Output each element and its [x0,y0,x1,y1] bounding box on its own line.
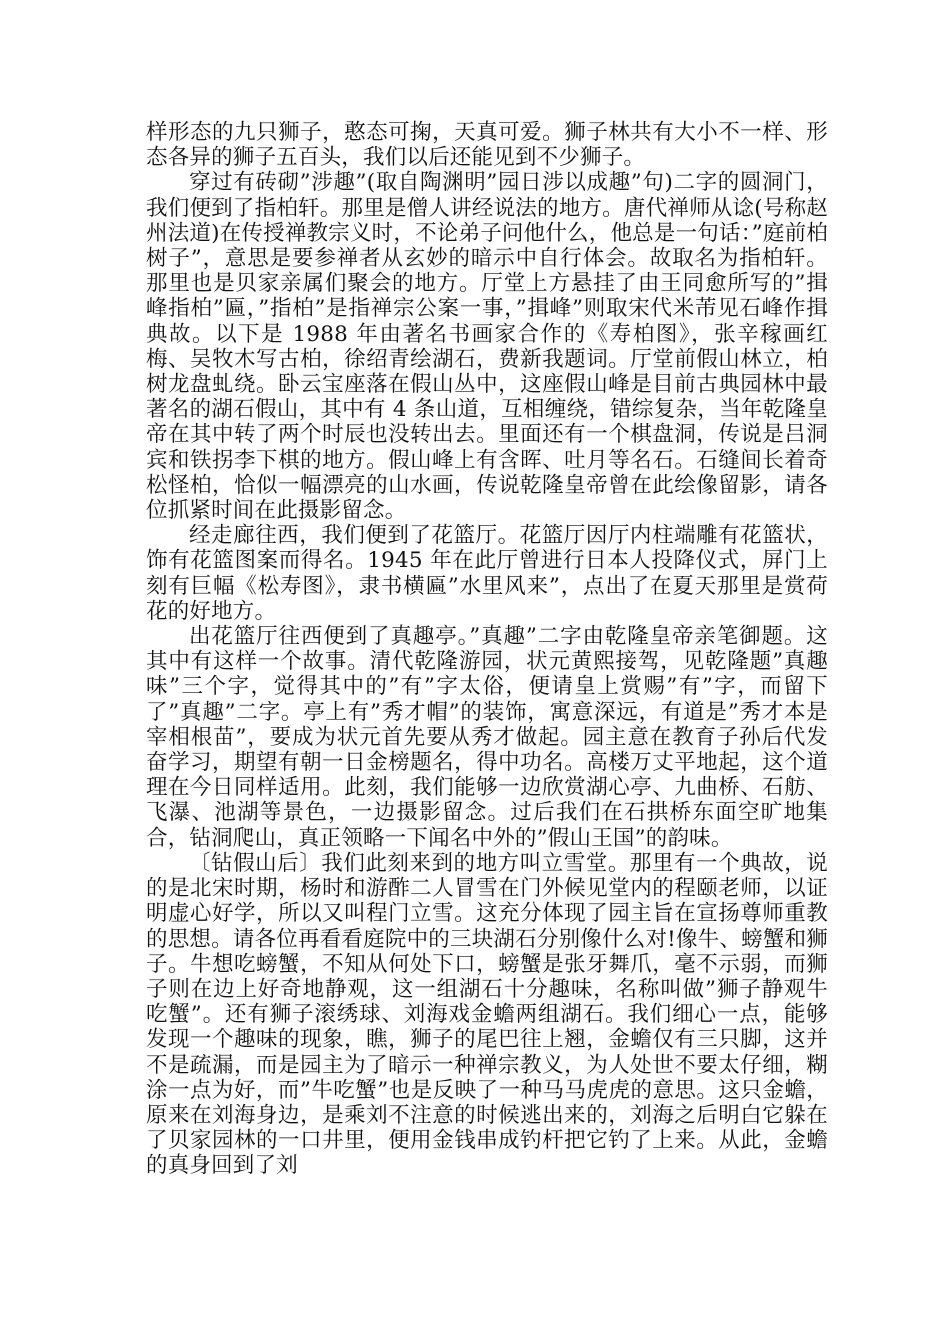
paragraph-zhenqu-pavilion: 出花篮厅往西便到了真趣亭。”真趣”二字由乾隆皇帝亲笔御题。这其中有这样一个故事。清代乾隆游园，状元黄熙接驾，见乾隆题”真趣味”三个字，觉得其中的”有”字太俗，便请皇上赏赐”有”字，而留下了”真趣”二字。亭上有”秀才帽”的装饰，寓意深远，有道是”秀才本是宰相根苗”，要成为状元首先要从秀才做起。园主意在教育子孙后代发奋学习，期望有朝一日金榜题名，得中功名。高楼万丈平地起，这个道理在今日同样适用。此刻，我们能够一边欣赏湖心亭、九曲桥、石舫、飞瀑、池湖等景色，一边摄影留念。过后我们在石拱桥东面空旷地集合，钻洞爬山，真正领略一下闻名中外的”假山王国”的韵味。 [146,624,828,851]
paragraph-lixue-hall: 〔钻假山后〕我们此刻来到的地方叫立雪堂。那里有一个典故，说的是北宋时期，杨时和游酢二人冒雪在门外候见堂内的程颐老师，以证明虚心好学，所以又叫程门立雪。这充分体现了园主旨在宣扬尊师重教的思想。请各位再看看庭院中的三块湖石分别像什么对!像牛、螃蟹和狮子。牛想吃螃蟹，不知从何处下口，螃蟹是张牙舞爪，毫不示弱，而狮子则在边上好奇地静观，这一组湖石十分趣味，名称叫做”狮子静观牛吃蟹”。还有狮子滚绣球、刘海戏金蟾两组湖石。我们细心一点，能够发现一个趣味的现象，瞧，狮子的尾巴往上翘，金蟾仅有三只脚，这并不是疏漏，而是园主为了暗示一种禅宗教义，为人处世不要太仔细，糊涂一点为好，而”牛吃蟹”也是反映了一种马马虎虎的意思。这只金蟾，原来在刘海身边，是乘刘不注意的时候逃出来的，刘海之后明白它躲在了贝家园林的一口井里，便用金钱串成钓杆把它钓了上来。从此，金蟾的真身回到了刘 [146,850,828,1179]
document-page [146,120,828,1179]
paragraph-continuation: 样形态的九只狮子，憨态可掬，天真可爱。狮子林共有大小不一样、形态各异的狮子五百头，我们以后还能见到不少狮子。 [146,120,828,171]
paragraph-flower-basket-hall: 经走廊往西，我们便到了花篮厅。花篮厅因厅内柱端雕有花篮状，饰有花篮图案而得名。1945 年在此厅曾进行日本人投降仪式，屏门上刻有巨幅《松寿图》，隶书横匾”水里风来”，点出了在夏天那里是赏荷花的好地方。 [146,523,828,624]
paragraph-zhibai-pavilion: 穿过有砖砌”涉趣”(取自陶渊明”园日涉以成趣”句)二字的圆洞门，我们便到了指柏轩。那里是僧人讲经说法的地方。唐代禅师从谂(号称赵州法道)在传授禅教宗义时，不论弟子问他什么，他总是一句话：”庭前柏树子”，意思是要参禅者从玄妙的暗示中自行体会。故取名为指柏轩。那里也是贝家亲属们聚会的地方。厅堂上方悬挂了由王同愈所写的”揖峰指柏”匾，”指柏”是指禅宗公案一事，”揖峰”则取宋代米芾见石峰作揖典故。以下是 1988 年由著名书画家合作的《寿柏图》，张辛稼画红梅、吴牧木写古柏，徐绍青绘湖石，费新我题词。厅堂前假山林立，柏树龙盘虬绕。卧云宝座落在假山丛中，这座假山峰是目前古典园林中最著名的湖石假山，其中有 4 条山道，互相缠绕，错综复杂，当年乾隆皇帝在其中转了两个时辰也没转出去。里面还有一个棋盘洞，传说是吕洞宾和铁拐李下棋的地方。假山峰上有含晖、吐月等名石。石缝间长着奇松怪柏，恰似一幅漂亮的山水画，传说乾隆皇帝曾在此绘像留影，请各位抓紧时间在此摄影留念。 [146,170,828,524]
